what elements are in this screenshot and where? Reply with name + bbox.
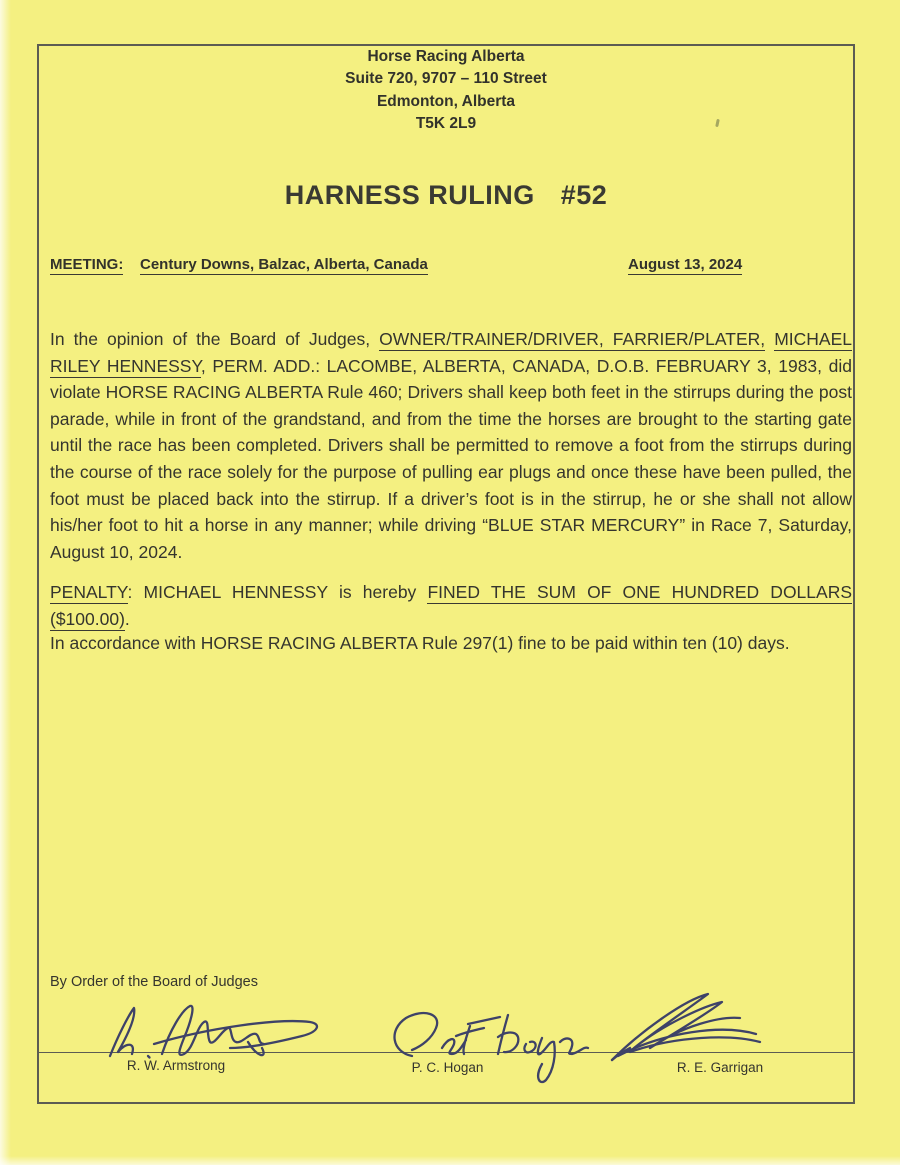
signatory-name-armstrong: R. W. Armstrong — [126, 1058, 226, 1073]
meeting-location: Century Downs, Balzac, Alberta, Canada — [140, 256, 428, 273]
penalty-fine: FINED THE SUM OF ONE HUNDRED DOLLARS ($100.00) — [50, 582, 853, 629]
ruling-title — [37, 180, 855, 211]
signature-hogan-icon — [382, 1002, 592, 1088]
scan-edge-bottom — [0, 1156, 900, 1165]
signature-hogan — [382, 1002, 592, 1093]
accordance-paragraph: In accordance with HORSE RACING ALBERTA Rule 297(1) fine to be paid within ten (10) days. — [50, 633, 790, 653]
by-order-text: By Order of the Board of Judges — [50, 974, 258, 990]
meeting-row — [0, 256, 900, 280]
meeting-label: MEETING: — [50, 256, 124, 273]
signatory-name-garrigan: R. E. Garrigan — [676, 1060, 764, 1075]
ruling-details: , PERM. ADD.: LACOMBE, ALBERTA, CANADA, D.O.B. FEBRUARY 3, 1983, did violate HORSE RACING ALBERTA Rule 460; Drivers shall keep both feet in the stirrups during the post parade, while in front of the grandstand, and from the time the horses are brought to the starting gate until the race has been completed. Drivers shall be permitted to remove a foot from the stirrups during the course of the race solely for the purpose of pulling ear plugs and once these have been pulled, the foot must be placed back into the stirrup. If a driver’s foot is in the stirrup, he or she shall not allow his/her foot to hit a horse in any manner; while driving “BLUE STAR MERCURY” in Race 7, Saturday, August 10, 2024. — [50, 355, 852, 562]
penalty-label: PENALTY — [50, 582, 128, 602]
letterhead — [37, 46, 855, 136]
ruling-intro: In the opinion of the Board of Judges, — [50, 329, 380, 349]
signature-garrigan-icon — [606, 988, 768, 1066]
ruling-person-name: MICHAEL RILEY HENNESSY — [50, 329, 852, 376]
penalty-middle: : MICHAEL HENNESSY is hereby — [127, 582, 428, 602]
ruling-parties: OWNER/TRAINER/DRIVER, FARRIER/PLATER, — [379, 329, 766, 349]
postal-code: T5K 2L9 — [415, 115, 477, 133]
meeting-date: August 13, 2024 — [628, 256, 743, 273]
signature-garrigan — [606, 988, 768, 1071]
ruling-paragraph — [50, 326, 852, 565]
address-line2: Edmonton, Alberta — [376, 92, 516, 110]
address-line1: Suite 720, 9707 – 110 Street — [345, 70, 547, 88]
scan-edge-left — [0, 0, 11, 1165]
penalty-paragraph — [50, 579, 852, 632]
ruling-title-text: HARNESS RULING — [284, 180, 535, 210]
penalty-end: . — [124, 608, 130, 629]
ruling-number: #52 — [560, 180, 608, 210]
org-name: Horse Racing Alberta — [367, 48, 525, 65]
signatory-name-hogan: P. C. Hogan — [411, 1060, 484, 1075]
